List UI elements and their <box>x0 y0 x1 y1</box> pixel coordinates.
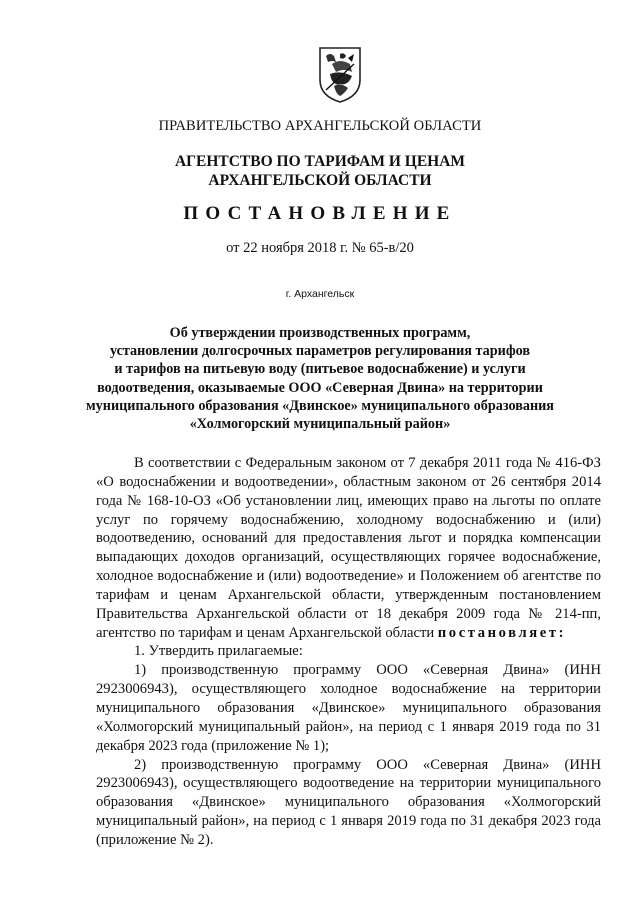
title-line: «Холмогорский муниципальный район» <box>189 416 451 433</box>
title-line: и тарифов на питьевую воду (питьевое водоснабжение) и услуги <box>114 361 526 378</box>
coat-of-arms-icon <box>318 46 362 104</box>
government-name: ПРАВИТЕЛЬСТВО АРХАНГЕЛЬСКОЙ ОБЛАСТИ <box>158 118 482 134</box>
decrees-word: постановляет: <box>437 624 567 641</box>
item-1-1: 1) производственную программу ООО «Северная Двина» (ИНН 2923006943), осуществляющего холодное водоснабжение на территории муниципального образования «Двинское» муниципального образования «Холмогорский муниципальный район», на период с 1 января 2019 года по 31 декабря 2023 года (приложение № 1); <box>96 662 601 754</box>
preamble-paragraph <box>96 454 601 642</box>
item-1-2: 2) производственную программу ООО «Северная Двина» (ИНН 2923006943), осуществляющего водоотведение на территории муниципального образования «Двинское» муниципального образования «Холмогорский муниципальный район», на период с 1 января 2019 года по 31 декабря 2023 года (приложение № 2). <box>96 756 601 848</box>
document-type: ПОСТАНОВЛЕНИЕ <box>183 203 457 224</box>
agency-name-line: АГЕНТСТВО ПО ТАРИФАМ И ЦЕНАМ <box>174 153 466 170</box>
title-line: установлении долгосрочных параметров регулирования тарифов <box>109 343 531 360</box>
title-line: муниципального образования «Двинское» муниципального образования <box>86 397 554 414</box>
agency-name <box>0 152 640 190</box>
document-body <box>96 454 601 850</box>
city: г. Архангельск <box>285 288 355 300</box>
date-and-number: от 22 ноября 2018 г. № 65-в/20 <box>226 240 414 256</box>
title-line: водоотведения, оказываемые ООО «Северная Двина» на территории <box>97 379 543 396</box>
agency-name-line: АРХАНГЕЛЬСКОЙ ОБЛАСТИ <box>208 172 432 189</box>
document-title <box>0 324 640 433</box>
preamble-text: В соответствии с Федеральным законом от 7 декабря 2011 года № 416-ФЗ «О водоснабжении и водоотведении», областным законом от 26 сентября 2014 года № 168-10-ОЗ «Об установлении лиц, имеющих право на льготы по оплате услуг по горячему водоснабжению, холодному водоснабжению и (или) водоотведению, оснований для предоставления льгот и порядка компенсации выпадающих доходов организаций, осуществляющих горячее водоснабжение, холодное водоснабжение и (или) водоотведение» и Положением об агентстве по тарифам и ценам Архангельской области, утвержденным постановлением Правительства Архангельской области от 18 декабря 2009 года № 214-пп, агентство по тарифам и ценам Архангельской области <box>96 455 601 641</box>
title-line: Об утверждении производственных программ, <box>169 325 471 341</box>
item-1: 1. Утвердить прилагаемые: <box>134 643 303 660</box>
